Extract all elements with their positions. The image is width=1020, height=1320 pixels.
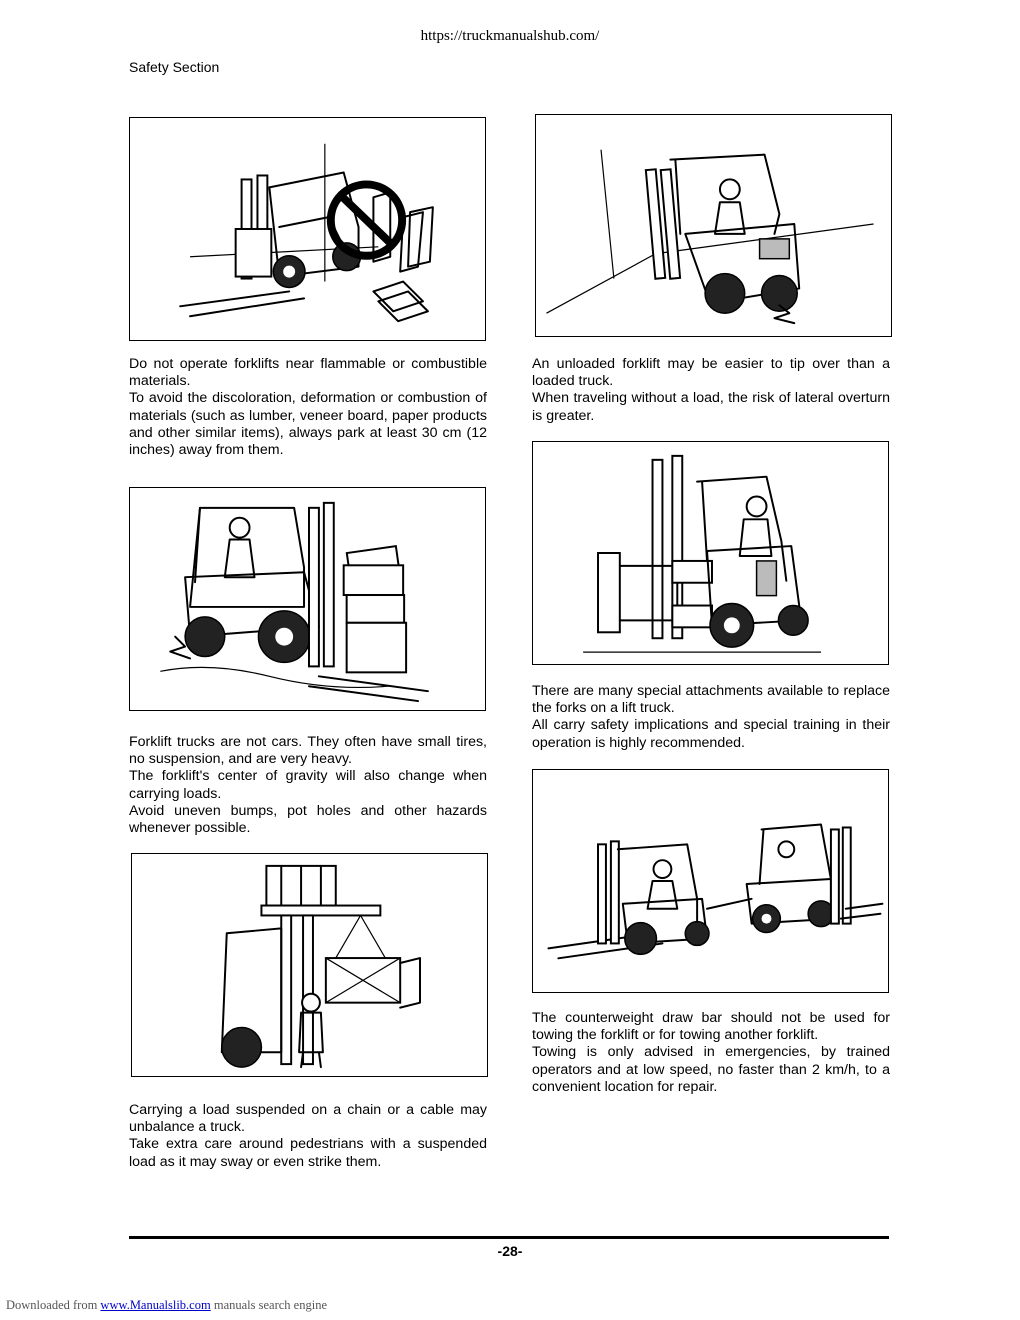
- forklift-flammable-illustration: [129, 117, 486, 341]
- section-title: Safety Section: [129, 59, 220, 75]
- paragraph-bumps: Forklift trucks are not cars. They often have small tires, no suspension, and are very heavy. The forklift's center of gravity will also change when carrying loads. Avoid uneven bumps, pot holes and other hazards whenever possible.: [129, 734, 487, 837]
- forklift-bumps-illustration: [129, 487, 486, 711]
- paragraph-attachments: There are many special attachments available to replace the forks on a lift truck. All carry safety implications and special training in their operation is highly recommended.: [532, 683, 890, 751]
- footer-divider: [129, 1236, 889, 1239]
- manualslib-link[interactable]: www.Manualslib.com: [100, 1298, 211, 1312]
- forklift-towing-illustration: [532, 769, 889, 993]
- paragraph-towing: The counterweight draw bar should not be used for towing the forklift or for towing another forklift. Towing is only advised in emergencies, by trained operators and at low speed, no faster than 2 km/h, to a convenient location for repair.: [532, 1010, 890, 1095]
- paragraph-tipping: An unloaded forklift may be easier to tip over than a loaded truck. When traveling without a load, the risk of lateral overturn is greater.: [532, 356, 890, 424]
- forklift-suspended-load-illustration: [131, 853, 488, 1077]
- forklift-tipping-illustration: [535, 114, 892, 337]
- source-url: https://truckmanualshub.com/: [420, 28, 600, 44]
- forklift-attachment-illustration: [532, 441, 889, 665]
- page-number: -28-: [497, 1243, 523, 1259]
- paragraph-suspended-load: Carrying a load suspended on a chain or a cable may unbalance a truck. Take extra care around pedestrians with a suspended load as it may sway or even strike them.: [129, 1102, 487, 1170]
- paragraph-flammable: Do not operate forklifts near flammable or combustible materials. To avoid the discoloration, deformation or combustion of materials (such as lumber, veneer board, paper products and other similar items), always park at least 30 cm (12 inches) away from them.: [129, 356, 487, 459]
- download-footer: Downloaded from www.Manualslib.com manuals search engine: [6, 1298, 327, 1312]
